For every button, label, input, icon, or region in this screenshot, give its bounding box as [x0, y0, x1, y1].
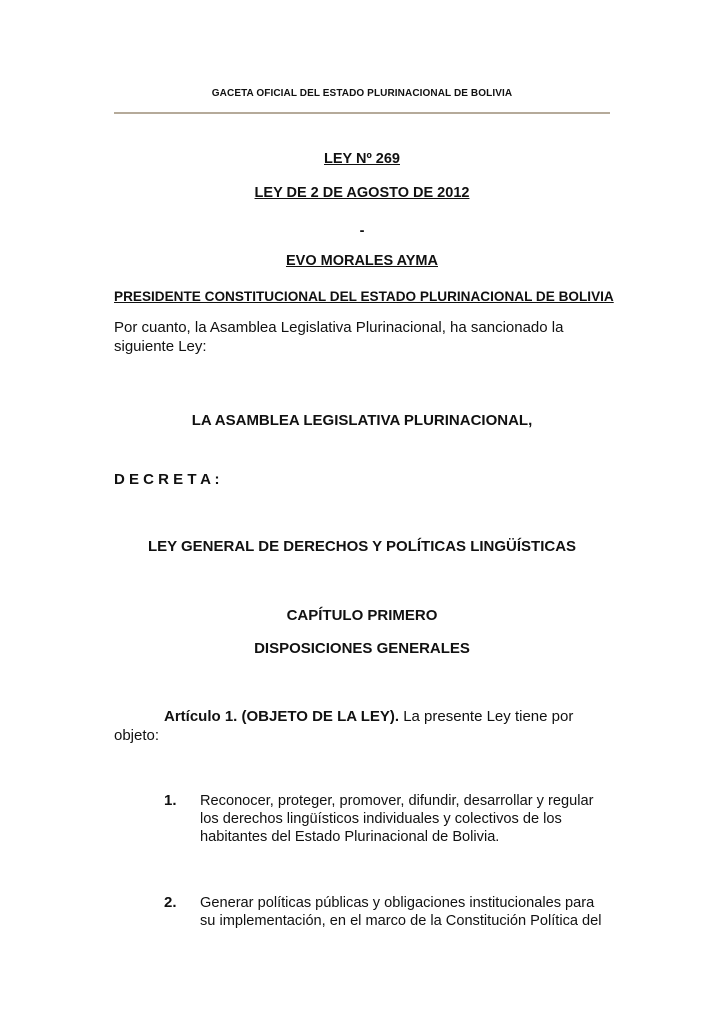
preamble: Por cuanto, la Asamblea Legislativa Plurinacional, ha sancionado la siguiente Ley: [114, 319, 564, 355]
law-date: LEY DE 2 DE AGOSTO DE 2012 [254, 185, 470, 201]
law-number: LEY Nº 269 [324, 151, 400, 167]
article-1-heading: Artículo 1. (OBJETO DE LA LEY). [164, 708, 400, 725]
law-number-wrap [114, 151, 610, 167]
chapter-subtitle: DISPOSICIONES GENERALES [254, 640, 470, 657]
law-title: LEY GENERAL DE DERECHOS Y POLÍTICAS LINGÜÍSTICAS [147, 538, 577, 555]
article-1-first-line [114, 707, 610, 726]
president-name-wrap [114, 253, 610, 269]
president-title: PRESIDENTE CONSTITUCIONAL DEL ESTADO PLURINACIONAL DE BOLIVIA [114, 289, 614, 304]
list-item-text: Reconocer, proteger, promover, difundir, desarrollar y regular los derechos lingüísticos individuales y colectivos de los habitantes del Estado Plurinacional de Bolivia. [200, 793, 594, 845]
chapter-title: CAPÍTULO PRIMERO [286, 607, 438, 624]
gazette-header: GACETA OFICIAL DEL ESTADO PLURINACIONAL DE BOLIVIA [211, 88, 513, 99]
article-1-text: La presente Ley tiene por [399, 708, 574, 725]
president-title-wrap [114, 289, 614, 304]
law-date-wrap [114, 185, 610, 201]
article-1 [114, 707, 610, 745]
separator-dash: - [359, 223, 365, 239]
assembly-heading: LA ASAMBLEA LEGISLATIVA PLURINACIONAL, [191, 412, 533, 429]
dash-wrap [114, 223, 610, 239]
header-divider [114, 112, 610, 114]
list-item-number: 1. [164, 792, 177, 809]
article-1-text-cont: objeto: [114, 727, 160, 744]
president-name: EVO MORALES AYMA [285, 253, 438, 269]
list-item-number: 2. [164, 894, 177, 911]
list-item-text: Generar políticas públicas y obligaciones institucionales para su implementación, en el marco de la Constitución Política del [200, 895, 602, 929]
decreta-heading: D E C R E T A : [114, 471, 220, 488]
